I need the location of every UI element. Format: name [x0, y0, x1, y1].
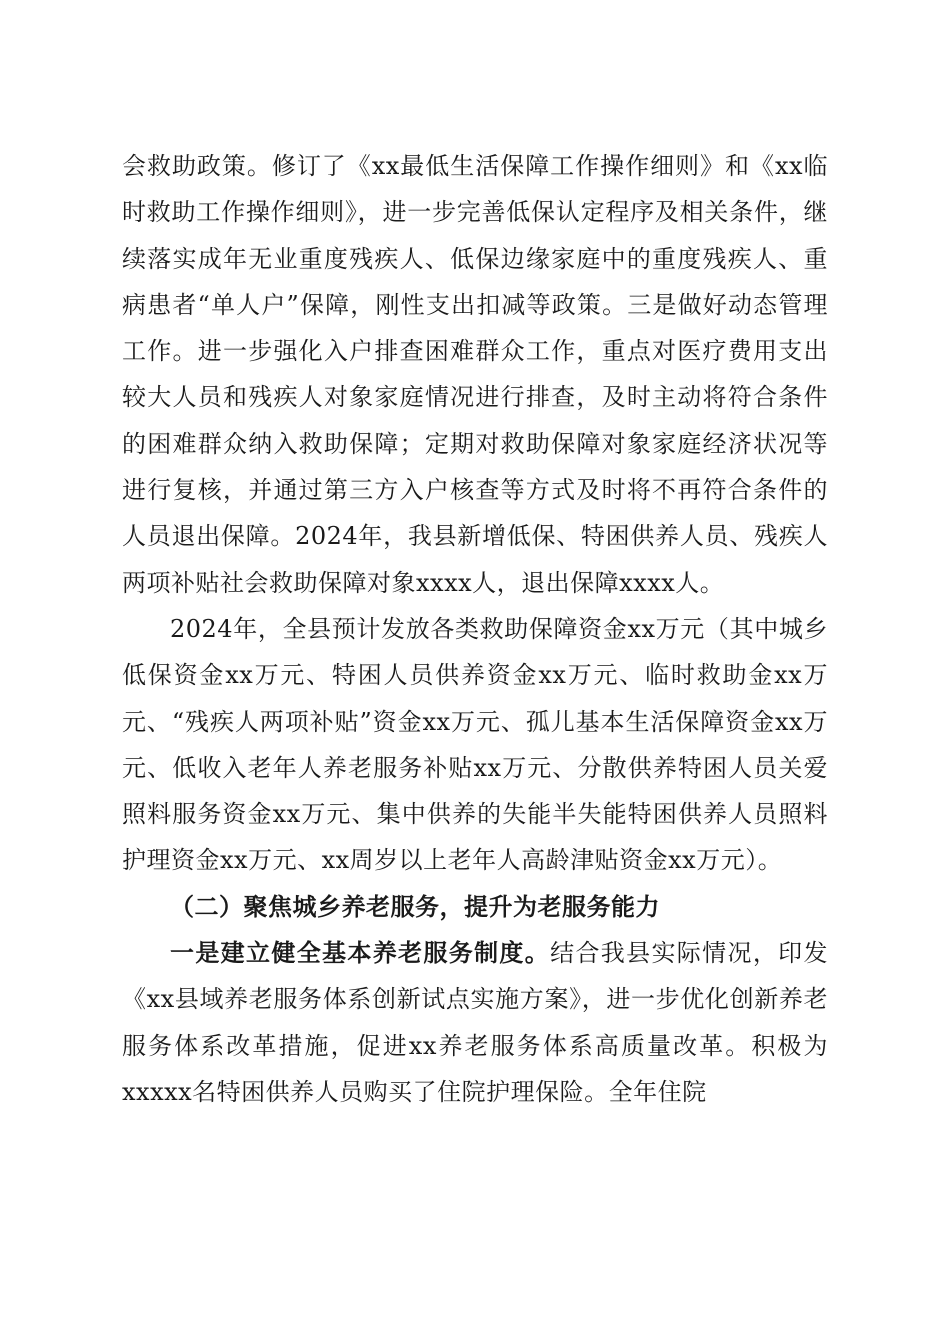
paragraph-social-assistance: 会救助政策。修订了《xx最低生活保障工作操作细则》和《xx临时救助工作操作细则》，进一步完善低保认定程序及相关条件，继续落实成年无业重度残疾人、低保边缘家庭中的重度残疾人、重病患者“单人户”保障，刚性支出扣减等政策。三是做好动态管理工作。进一步强化入户排查困难群众工作，重点对医疗费用支出较大人员和残疾人对象家庭情况进行排查，及时主动将符合条件的困难群众纳入救助保障；定期对救助保障对象家庭经济状况等进行复核，并通过第三方入户核查等方式及时将不再符合条件的人员退出保障。2024年，我县新增低保、特困供养人员、残疾人两项补贴社会救助保障对象xxxx人，退出保障xxxx人。 [122, 152, 828, 597]
paragraph-elderly-system [122, 930, 828, 1115]
paragraph-body-text: 结合我县实际情况，印发《xx县域养老服务体系创新试点实施方案》，进一步优化创新养老服务体系改革措施，促进xx养老服务体系高质量改革。积极为xxxxx名特困供养人员购买了住院护理保险。全年住院 [122, 939, 829, 1106]
document-body [122, 143, 828, 1115]
section-heading-elderly-services: （二）聚焦城乡养老服务，提升为老服务能力 [170, 891, 660, 921]
paragraph-lead-text: 一是建立健全基本养老服务制度。 [170, 938, 551, 968]
paragraph-funding-2024: 2024年，全县预计发放各类救助保障资金xx万元（其中城乡低保资金xx万元、特困人员供养资金xx万元、临时救助金xx万元、“残疾人两项补贴”资金xx万元、孤儿基本生活保障资金xx万元、低收入老年人养老服务补贴xx万元、分散供养特困人员关爱照料服务资金xx万元、集中供养的失能半失能特困供养人员照料护理资金xx万元、xx周岁以上老年人高龄津贴资金xx万元）。 [122, 614, 828, 875]
